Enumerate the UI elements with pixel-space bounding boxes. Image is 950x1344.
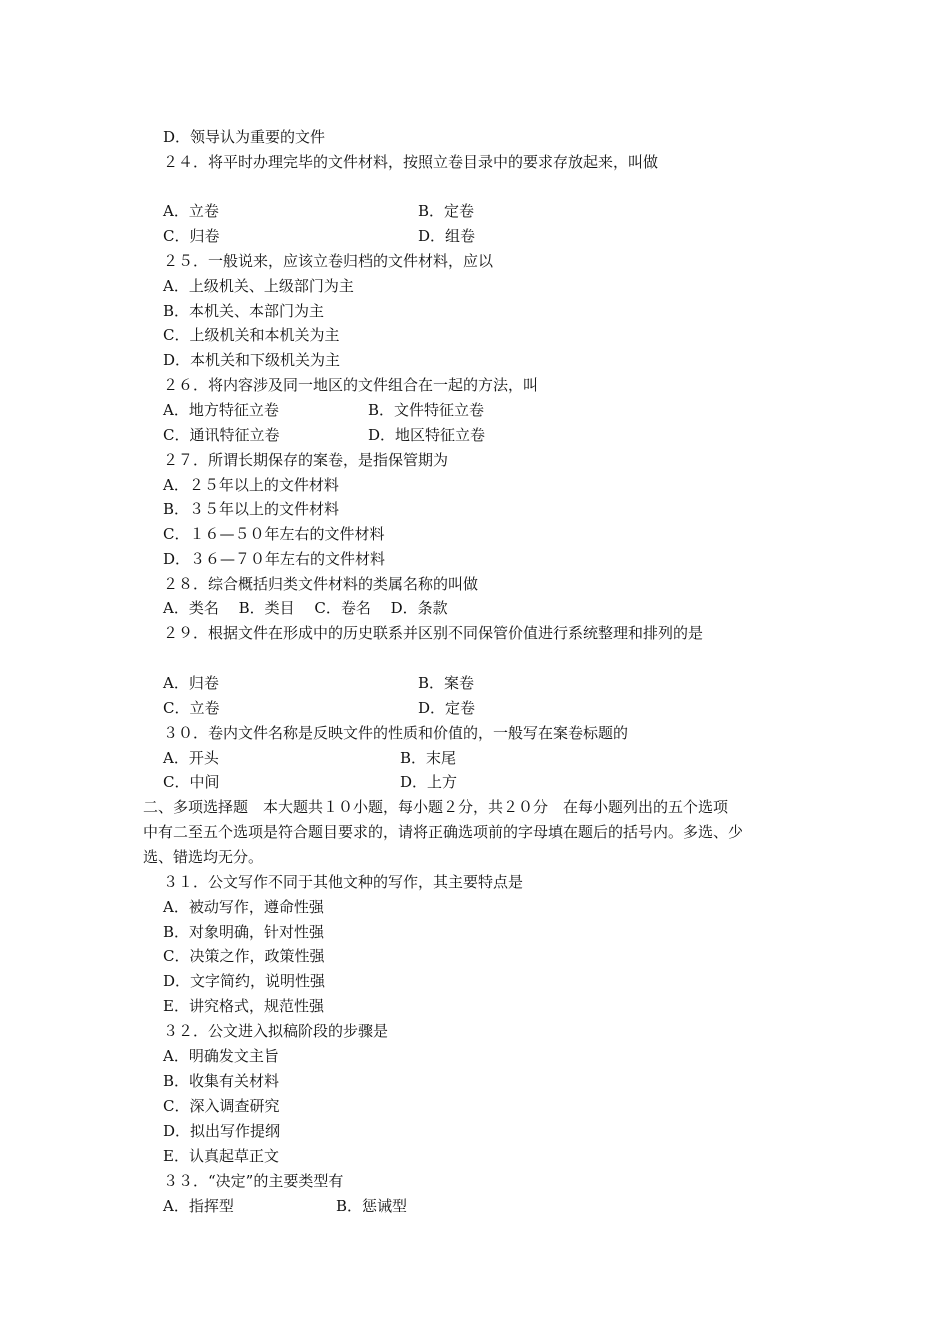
q26-option-d: D．地区特征立卷 [368,426,486,444]
section-heading-line3: 选、错选均无分。 [143,848,264,866]
q25-option-d: D．本机关和下级机关为主 [163,351,341,369]
q32-stem: ３２．公文进入拟稿阶段的步骤是 [163,1022,389,1040]
q30-option-d: D．上方 [400,773,458,791]
q24-option-a: A．立卷 [163,202,219,220]
q30-option-c: C．中间 [163,773,220,791]
q31-option-a: A．被动写作，遵命性强 [163,898,324,916]
q27-stem: ２７．所谓长期保存的案卷，是指保管期为 [163,451,449,469]
q24-option-c: C．归卷 [163,227,220,245]
q32-option-c: C．深入调查研究 [163,1097,280,1115]
q25-option-c: C．上级机关和本机关为主 [163,326,340,344]
q32-option-d: D．拟出写作提纲 [163,1122,281,1140]
q27-option-a: A．２５年以上的文件材料 [163,476,339,494]
q29-option-b: B．案卷 [418,674,475,692]
q29-option-a: A．归卷 [163,674,219,692]
q29-stem: ２９．根据文件在形成中的历史联系并区别不同保管价值进行系统整理和排列的是 [163,624,704,642]
q32-option-a: A．明确发文主旨 [163,1047,279,1065]
q28-options: A．类名 B．类目 C．卷名 D．条款 [163,599,448,617]
q30-stem: ３０．卷内文件名称是反映文件的性质和价值的，一般写在案卷标题的 [163,724,629,742]
q26-option-b: B．文件特征立卷 [368,401,485,419]
q31-option-b: B．对象明确，针对性强 [163,923,325,941]
q26-option-c: C．通讯特征立卷 [163,426,280,444]
q24-stem: ２４．将平时办理完毕的文件材料，按照立卷目录中的要求存放起来，叫做 [163,153,659,171]
q25-option-a: A．上级机关、上级部门为主 [163,277,354,295]
q33-option-b: B．惩诫型 [336,1197,408,1215]
q32-option-e: E．认真起草正文 [163,1147,279,1165]
q26-stem: ２６．将内容涉及同一地区的文件组合在一起的方法，叫 [163,376,539,394]
q25-option-b: B．本机关、本部门为主 [163,302,325,320]
q24-option-d: D．组卷 [418,227,476,245]
q27-option-b: B．３５年以上的文件材料 [163,500,340,518]
section-heading-line1: 二、多项选择题 本大题共１０小题，每小题２分，共２０分 在每小题列出的五个选项 [143,798,729,816]
q32-option-b: B．收集有关材料 [163,1072,280,1090]
q23-option-d: D．领导认为重要的文件 [163,128,326,146]
q25-stem: ２５．一般说来，应该立卷归档的文件材料，应以 [163,252,494,270]
section-heading-line2: 中有二至五个选项是符合题目要求的，请将正确选项前的字母填在题后的括号内。多选、少 [143,823,744,841]
q27-option-d: D．３６—７０年左右的文件材料 [163,550,386,568]
q29-option-d: D．定卷 [418,699,476,717]
q26-option-a: A．地方特征立卷 [163,401,279,419]
q30-option-a: A．开头 [163,749,219,767]
q24-option-b: B．定卷 [418,202,475,220]
q31-option-c: C．决策之作，政策性强 [163,947,325,965]
q30-option-b: B．末尾 [400,749,457,767]
q29-option-c: C．立卷 [163,699,220,717]
q27-option-c: C．１６—５０年左右的文件材料 [163,525,385,543]
q31-option-d: D．文字简约，说明性强 [163,972,326,990]
q31-stem: ３１．公文写作不同于其他文种的写作，其主要特点是 [163,873,524,891]
q31-option-e: E．讲究格式，规范性强 [163,997,324,1015]
q28-stem: ２８．综合概括归类文件材料的类属名称的叫做 [163,575,479,593]
q33-option-a: A．指挥型 [163,1197,234,1215]
q33-stem: ３３．“决定”的主要类型有 [163,1172,344,1190]
